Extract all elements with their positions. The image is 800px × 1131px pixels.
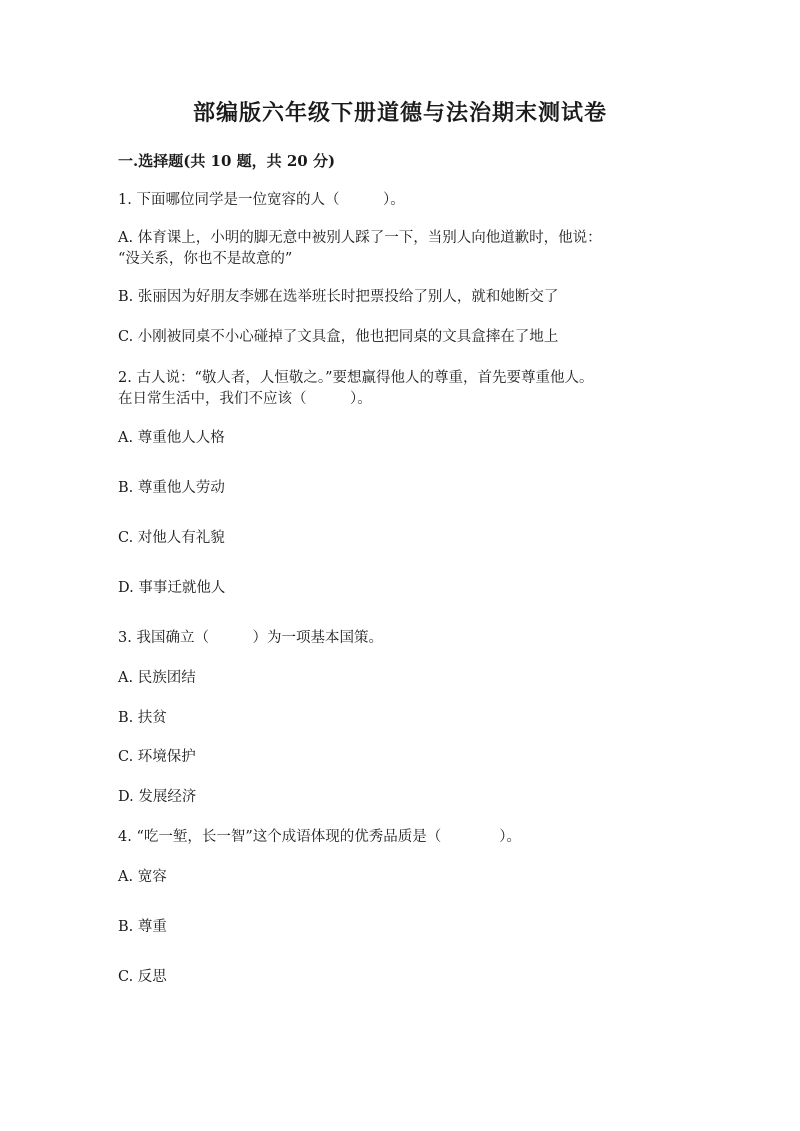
question-2-text-cont: 在日常生活中，我们不应该（ ）。 — [118, 391, 372, 407]
question-3-option-b: B. 扶贫 — [118, 710, 167, 726]
question-4-text: 4. “吃一堑，长一智”这个成语体现的优秀品质是（ ）。 — [118, 829, 522, 845]
question-1-option-b: B. 张丽因为好朋友李娜在选举班长时把票投给了别人，就和她断交了 — [118, 289, 559, 305]
question-2-option-a: A. 尊重他人人格 — [118, 430, 225, 446]
question-1-option-c: C. 小刚被同桌不小心碰掉了文具盒，他也把同桌的文具盒摔在了地上 — [118, 329, 559, 345]
question-1-option-a: A. 体育课上，小明的脚无意中被别人踩了一下，当别人向他道歉时，他说： — [118, 230, 602, 246]
page-title: 部编版六年级下册道德与法治期末测试卷 — [192, 100, 607, 126]
question-2-option-c: C. 对他人有礼貌 — [118, 530, 225, 546]
question-1-option-a-cont: “没关系，你也不是故意的” — [118, 251, 293, 267]
question-4-option-b: B. 尊重 — [118, 919, 167, 935]
question-4-option-a: A. 宽容 — [118, 869, 167, 885]
section-heading: 一.选择题(共 10 题，共 20 分) — [118, 152, 336, 170]
question-2-option-b: B. 尊重他人劳动 — [118, 480, 225, 496]
question-3-text: 3. 我国确立（ ）为一项基本国策。 — [118, 630, 383, 646]
question-3-option-c: C. 环境保护 — [118, 749, 196, 765]
question-4-option-c: C. 反思 — [118, 969, 167, 985]
question-3-option-d: D. 发展经济 — [118, 789, 197, 805]
question-2-text: 2. 古人说：“敬人者，人恒敬之。”要想赢得他人的尊重，首先要尊重他人。 — [118, 370, 594, 386]
question-3-option-a: A. 民族团结 — [118, 670, 196, 686]
question-2-option-d: D. 事事迁就他人 — [118, 580, 226, 596]
question-1-text: 1. 下面哪位同学是一位宽容的人（ ）。 — [118, 192, 405, 208]
